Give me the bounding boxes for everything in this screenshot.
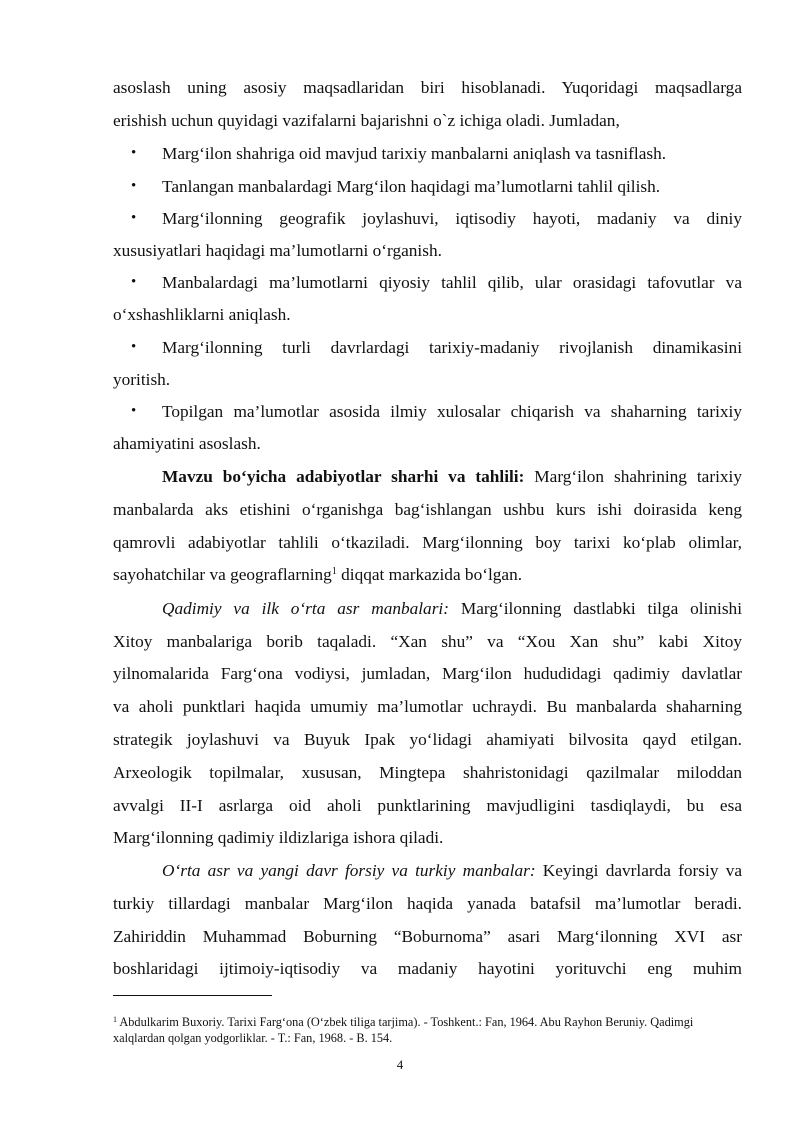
bullet-marker: •	[131, 210, 137, 226]
footnote-separator	[113, 995, 272, 996]
bullet-marker: •	[131, 145, 137, 161]
bullet-marker: •	[131, 403, 137, 419]
paragraph-line: Qadimiy va ilk o‘rta asr manbalari: Marg‘ilonning dastlabki tilga olinishi	[162, 599, 742, 618]
task-item: Marg‘ilon shahriga oid mavjud tarixiy manbalarni aniqlash va tasniflash.	[162, 144, 667, 163]
task-item-continuation: o‘xshashliklarni aniqlash.	[113, 305, 291, 324]
bullet-marker: •	[131, 178, 137, 194]
task-item-continuation: yoritish.	[113, 370, 171, 389]
task-item-continuation: ahamiyatini asoslash.	[113, 434, 261, 453]
paragraph-line: yilnomalarida Farg‘ona vodiysi, jumladan, Marg‘ilon hududidagi qadimiy davlatlar	[113, 664, 742, 683]
paragraph-line: turkiy tillardagi manbalar Marg‘ilon haqida yanada batafsil ma’lumotlar beradi.	[113, 894, 742, 913]
bullet-marker: •	[131, 274, 137, 290]
task-item: Marg‘ilonning turli davrlardagi tarixiy-madaniy rivojlanish dinamikasini	[162, 338, 742, 357]
task-item: Topilgan ma’lumotlar asosida ilmiy xulosalar chiqarish va shaharning tarixiy	[162, 402, 742, 421]
paragraph-line: strategik joylashuvi va Buyuk Ipak yo‘lidagi ahamiyati bilvosita qayd etilgan.	[113, 730, 742, 749]
paragraph-line: Arxeologik topilmalar, xususan, Mingtepa shahristonidagi qazilmalar miloddan	[113, 763, 742, 782]
task-item: Marg‘ilonning geografik joylashuvi, iqtisodiy hayoti, madaniy va diniy	[162, 209, 742, 228]
footnote-marker: 1	[113, 1015, 117, 1024]
task-item-continuation: xususiyatlari haqidagi ma’lumotlarni o‘rganish.	[113, 241, 442, 260]
section-heading-literature-review: Mavzu bo‘yicha adabiyotlar sharhi va tahlili:	[162, 467, 525, 486]
paragraph-line: Marg‘ilonning qadimiy ildizlariga ishora qiladi.	[113, 828, 444, 847]
paragraph-line: boshlaridagi ijtimoiy-iqtisodiy va madaniy hayotini yorituvchi eng muhim	[113, 959, 742, 978]
paragraph-line: Zahiriddin Muhammad Boburning “Boburnoma” asari Marg‘ilonning XVI asr	[113, 927, 742, 946]
paragraph-line: Xitoy manbalariga borib taqaladi. “Xan shu” va “Xou Xan shu” kabi Xitoy	[113, 632, 742, 651]
paragraph-line: qamrovli adabiyotlar tahlili o‘tkaziladi. Marg‘ilonning boy tarixi ko‘plab olimlar,	[113, 533, 742, 552]
page-number: 4	[396, 1057, 404, 1072]
bullet-marker: •	[131, 339, 137, 355]
paragraph-line: Mavzu bo‘yicha adabiyotlar sharhi va tahlili: Marg‘ilon shahrining tarixiy	[162, 467, 742, 486]
footnote-line: xalqlardan qolgan yodgorliklar. - T.: Fan, 1968. - B. 154.	[113, 1031, 393, 1045]
paragraph-line: va aholi punktlari haqida umumiy ma’lumotlar uchraydi. Bu manbalarda shaharning	[113, 697, 742, 716]
paragraph-line: asoslash uning asosiy maqsadlaridan biri hisoblanadi. Yuqoridagi maqsadlarga	[113, 78, 742, 97]
footnote-reference[interactable]: 1	[331, 566, 337, 577]
paragraph-line: O‘rta asr va yangi davr forsiy va turkiy manbalar: Keyingi davrlarda forsiy va	[162, 861, 742, 880]
task-item: Tanlangan manbalardagi Marg‘ilon haqidagi ma’lumotlarni tahlil qilish.	[162, 177, 661, 196]
paragraph-line: manbalarda aks etishini o‘rganishga bag‘ishlangan ushbu kurs ishi doirasida keng	[113, 500, 742, 519]
paragraph-line: erishish uchun quyidagi vazifalarni bajarishni o`z ichiga oladi. Jumladan,	[113, 111, 620, 130]
task-item: Manbalardagi ma’lumotlarni qiyosiy tahlil qilib, ular orasidagi tafovutlar va	[162, 273, 742, 292]
footnote-line: $^1$ Abdulkarim Buxoriy. Tarixi Farg‘ona (O‘zbek tiliga tarjima). - Toshkent.: Fan, 1964. Abu Rayhon Beruniy. Qadimgi	[113, 1015, 694, 1029]
paragraph-line: avvalgi II-I asrlarga oid aholi punktlarining mavjudligini tasdiqlaydi, bu esa	[113, 796, 742, 815]
section-heading-ancient-sources: Qadimiy va ilk o‘rta asr manbalari:	[162, 599, 449, 618]
section-heading-medieval-sources: O‘rta asr va yangi davr forsiy va turkiy manbalar:	[162, 861, 536, 880]
paragraph-line: sayohatchilar va geograflarning$^1$ diqqat markazida bo‘lgan.	[113, 565, 523, 584]
